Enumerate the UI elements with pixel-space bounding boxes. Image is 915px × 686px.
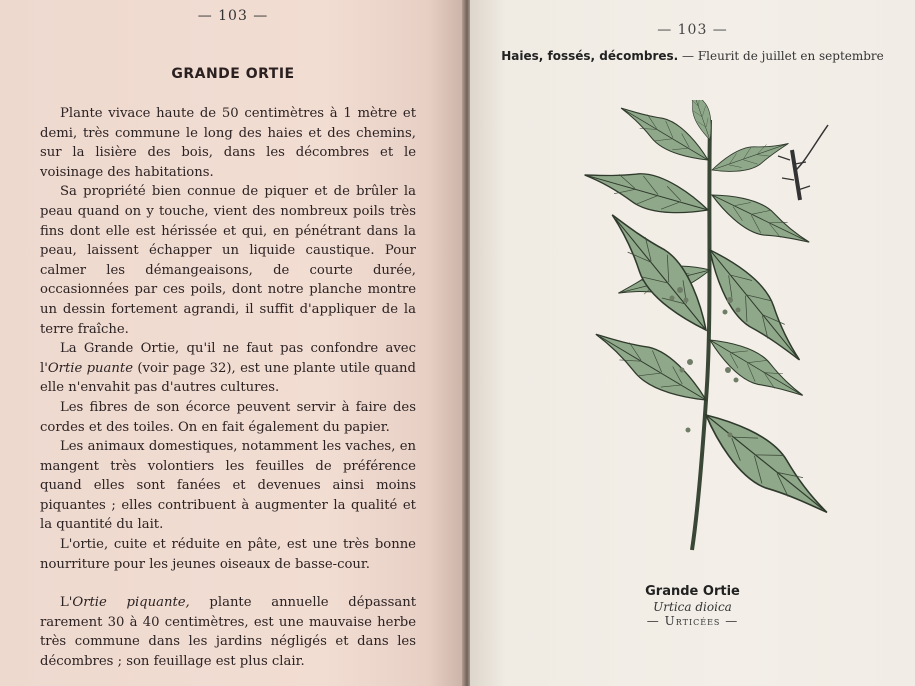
flowering-text: — Fleurit de juillet en septembre [678,49,884,63]
caption-family: — Urticées — [646,614,739,628]
paragraph-7: L'Ortie piquante, plante annuelle dépassant rarement 30 à 40 centimètres, est une mauvaise herbe très commune dans les jardins négligés et dans les décombres ; son feuillage est plus clair. [40,595,417,670]
left-page-number: — 103 — [197,8,269,24]
right-page [470,0,915,686]
species-name: Ortie piquante, [72,595,190,611]
plate-header [470,49,915,63]
paragraph-4: Les fibres de son écorce peuvent servir à faire des cordes et des toiles. On en fait également du papier. [40,399,416,435]
paragraph-2: Sa propriété bien connue de piquer et de brûler la peau quand on y touche, vient des nombreux poils très fins dont elle est hérissée et qui, en pénétrant dans la peau, laissent échapper un liquide caustique. Pour calmer les démangeaisons, de courte durée, occasionnées par ces poils, dont notre planche montre un dessin fortement agrandi, il suffit d'appliquer de la terre fraîche. [40,184,416,337]
page-title: GRANDE ORTIE [171,66,295,82]
caption-latin: Urtica dioica [653,600,732,614]
cross-reference: Ortie puante [47,360,134,376]
caption-name: Grande Ortie [645,584,740,599]
stem [692,120,710,550]
article-body [40,104,416,672]
paragraph-6: L'ortie, cuite et réduite en pâte, est une très bonne nourriture pour les jeunes oiseaux de basse-cour. [40,537,416,572]
right-page-number: — 103 — [657,22,728,38]
hair-detail-icon [770,120,840,210]
paragraph-5: Les animaux domestiques, notamment les vaches, en mangent très volontiers les feuilles de préférence quand elles sont fanées et devenues ainsi moins piquantes ; elles contribuent à augmenter la qualité et la quantité du lait. [40,439,416,533]
paragraph-1: Plante vivace haute de 50 centimètres à 1 mètre et demi, très commune le long des haies et des chemins, sur la lisière des bois, dans les décombres et le voisinage des habitations. [40,106,416,180]
paragraph-3: La Grande Ortie, qu'il ne faut pas confondre avec l'Ortie puante (voir page 32), est une plante utile quand elle n'envahit pas d'autres cultures. [40,341,416,396]
habitat-text: Haies, fossés, décombres. [501,49,679,63]
